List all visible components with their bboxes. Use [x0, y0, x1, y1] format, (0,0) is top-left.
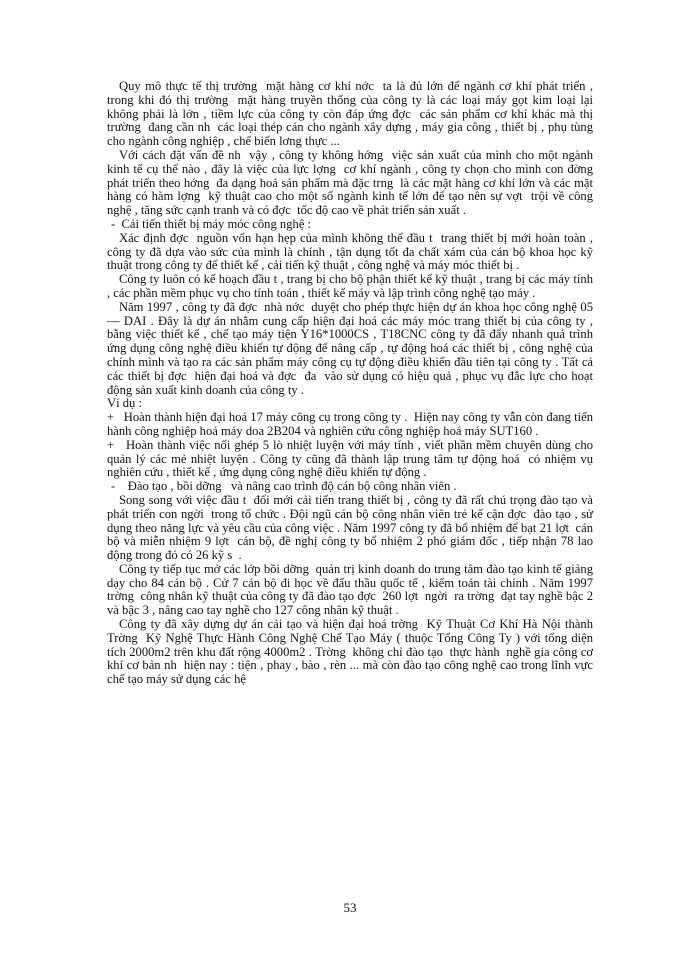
document-body: [107, 79, 600, 687]
example-label: Ví dụ :: [107, 396, 142, 411]
paragraph-school-project: Công ty đã xây dựng dự án cải tạo và hiện đại hoá trờng Kỹ Thuật Cơ Khí Hà Nội thành Trờng Kỹ Nghệ Thực Hành Công Nghệ Chế Tạo Máy ( thuộc Tổng Công Ty ) với tổng diện tích 2000m2 trên khu đất rộng 4000m2 . Trờng không chỉ đào tạo thực hành nghề gia công cơ khí cơ bản nh hiện nay : tiện , phay , bào , rèn ... mà còn đào tạo công nghệ cao trong lĩnh vực chế tạo máy sử dụng các hệ: [107, 617, 597, 687]
list-item-modernization: + Hoàn thành hiện đại hoá 17 máy công cụ trong công ty . Hiện nay công ty vẫn còn đang tiến hành công nghiệp hoá máy doa 2B204 và nghiên cứu công nghiệp hoá máy SUT160 .: [107, 410, 597, 438]
page-number: 53: [343, 900, 357, 915]
paragraph-capital: Xác định đợc nguồn vốn hạn hẹp của mình không thể đầu t trang thiết bị mới hoàn toàn , công ty đã dựa vào sức của mình là chính , tận dụng tốt đa chất xám của cán bộ khoa học kỹ thuật trong công ty để thiết kế , cải tiến kỹ thuật , công nghệ và máy móc thiết bị .: [107, 230, 597, 273]
list-item-furnaces: + Hoàn thành việc nối ghép 5 lò nhiệt luyện với máy tính , viết phần mềm chuyên dùng cho quản lý các mẻ nhiệt luyện . Công ty cũng đã thành lập trung tâm tự động hoá có nhiệm vụ nghiên cứu , thiết kế , ứng dụng công nghệ điều khiển tự động .: [107, 437, 597, 480]
paragraph-investment-plan: Công ty luôn có kế hoạch đầu t , trang bị cho bộ phận thiết kế kỹ thuật , trang bị các máy tính , các phần mềm phục vụ cho tính toán , thiết kế máy và lập trình công nghệ tạo máy .: [107, 272, 597, 300]
heading-equipment-improvement: - Cải tiến thiết bị máy móc công nghệ :: [111, 216, 312, 231]
paragraph-project-1997: Năm 1997 , công ty đã đợc nhà nớc duyệt cho phép thực hiện dự án khoa học công nghệ 05 — DAI . Đây là dự án nhằm cung cấp hiện đại hoá các máy móc trang thiết bị của công ty , bằng việc thiết kế , chế tạo máy tiện Y16*1000CS , T18CNC công ty đã đẩy nhanh quá trình ứng dụng công nghệ điều khiển tự động để nâng cấp , tự động hoá các thiết bị , công nghệ của chính mình và tạo ra các sản phẩm máy công cụ tự động điều khiển đầu tiên tại công ty . Tất cả các thiết bị đợc hiện đại hoá và đợc đa vào sử dụng có hiệu quả , phục vụ đắc lực cho hoạt động sản xuất kinh doanh của công ty .: [107, 299, 597, 397]
paragraph-strategy: Với cách đặt vấn đề nh vậy , công ty không hớng việc sản xuất của mình cho một ngành kinh tế cụ thể nào , đây là việc của lực lợng cơ khí ngành , công ty chọn cho mình con đờng phát triển theo hớng đa dạng hoá sản phẩm mà đặc trng là các mặt hàng cơ khí lớn và các mặt hàng có hàm lợng kỹ thuật cao cho một số ngành kinh tế lớn để tạo nên sự vợt trội về công nghệ , tăng sức cạnh tranh và có đợc tốc độ cao về phát triển sản xuất .: [107, 147, 600, 218]
heading-training: - Đào tạo , bồi dỡng và nâng cao trình độ cán bộ công nhân viên .: [111, 479, 457, 494]
paragraph-market: Quy mô thực tế thị trường mặt hàng cơ khí nớc ta là đủ lớn để ngành cơ khí phát triển , trong khi đó thị trường mặt hàng truyền thống của công ty là các loại máy gọt kim loại lại không phải là lớn , tiềm lực của công ty còn đáp ứng đợc các sản phẩm cơ khí khác mà thị trường đang cần nh các loại thép cán cho ngành xây dựng , máy gia công , thiết bị , phụ tùng cho ngành công nghiệp , chế biến lơng thực ...: [107, 79, 597, 149]
paragraph-personnel: Song song với việc đầu t đổi mới cải tiến trang thiết bị , công ty đã rất chú trọng đào tạo và phát triển con ngời trong tổ chức . Đội ngũ cán bộ công nhân viên trẻ kế cận đợc đào tạo , sử dụng theo năng lực và yêu cầu của công việc . Năm 1997 công ty đã bổ nhiệm để bạt 21 lợt cán bộ và miễn nhiệm 9 lợt cán bộ, đề nghị công ty bổ nhiệm 2 phó giám đốc , tiếp nhận 78 lao động trong đó có 26 kỹ s .: [107, 492, 597, 563]
paragraph-courses: Công ty tiếp tục mở các lớp bồi dỡng quản trị kinh doanh do trung tâm đào tạo kinh tế giảng dạy cho 84 cán bộ . Cử 7 cán bộ đi học về đấu thầu quốc tế , kiểm toán tài chính . Năm 1997 trờng công nhân kỹ thuật của công ty đã đào tạo đợc 260 lợt ngời ra trờng đạt tay nghề bậc 2 và bậc 3 , nâng cao tay nghề cho 127 công nhân kỹ thuật .: [107, 561, 597, 618]
